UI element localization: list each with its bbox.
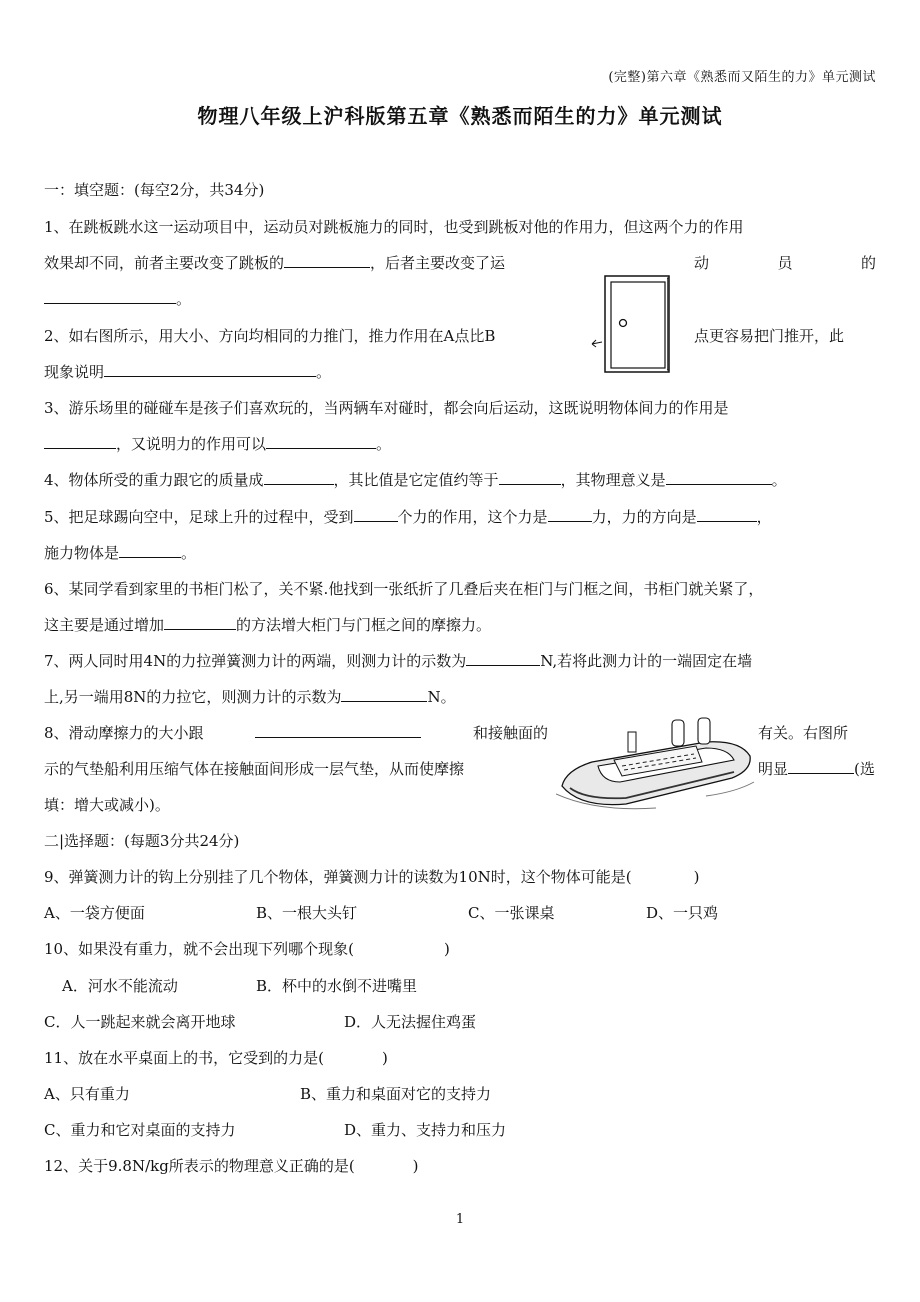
q8-line1-left: 8、滑动摩擦力的大小跟 和接触面的 bbox=[44, 724, 548, 742]
page-number: 1 bbox=[455, 1212, 465, 1227]
q5-line1: 5、把足球踢向空中，足球上升的过程中，受到 个力的作用，这个力是 力，力的方向是 ， bbox=[44, 508, 772, 526]
q1-line3: 。 bbox=[44, 289, 191, 309]
q7-line1: 7、两人同时用4N的力拉弹簧测力计的两端，则测力计的示数为 N,若将此测力计的一端固定在墙 bbox=[44, 652, 753, 670]
q8-blank-2[interactable] bbox=[788, 759, 854, 774]
q3-line2: ，又说明力的作用可以 。 bbox=[44, 434, 391, 454]
q6-blank[interactable] bbox=[164, 615, 236, 630]
q10-option-d[interactable]: D．人无法握住鸡蛋 bbox=[344, 1013, 477, 1031]
q3-blank-1[interactable] bbox=[44, 434, 116, 449]
q10-option-b[interactable]: B．杯中的水倒不进嘴里 bbox=[256, 977, 418, 995]
q2-line1b: 点更容易把门推开，此 bbox=[694, 327, 845, 345]
q2-line1a: 2、如右图所示，用大小、方向均相同的力推门，推力作用在A点比B bbox=[44, 327, 496, 345]
q1-line1: 1、在跳板跳水这一运动项目中，运动员对跳板施力的同时，也受到跳板对他的作用力，但这两个力的作用 bbox=[44, 218, 744, 236]
q9-option-b[interactable]: B、一根大头钉 bbox=[256, 904, 358, 922]
q5-blank-2[interactable] bbox=[548, 507, 592, 522]
q9-option-d[interactable]: D、一只鸡 bbox=[646, 904, 719, 922]
q10-stem: 10、如果没有重力，就不会出现下列哪个现象( ) bbox=[44, 940, 450, 958]
section1-heading: 一：填空题：(每空2分，共34分) bbox=[44, 181, 265, 199]
q5-blank-3[interactable] bbox=[697, 507, 757, 522]
q5-line2: 施力物体是 。 bbox=[44, 544, 197, 562]
q9-option-c[interactable]: C、一张课桌 bbox=[468, 904, 555, 922]
q1-line2-spread: 动 员 的 bbox=[694, 254, 876, 272]
q3-line1: 3、游乐场里的碰碰车是孩子们喜欢玩的，当两辆车对碰时，都会向后运动，这既说明物体间力的作用是 bbox=[44, 399, 729, 417]
q5-blank-4[interactable] bbox=[119, 543, 181, 558]
running-header: (完整)第六章《熟悉而又陌生的力》单元测试 bbox=[608, 70, 876, 85]
q4-line: 4、物体所受的重力跟它的质量成 ，其比值是它定值约等于 ，其物理意义是 。 bbox=[44, 471, 787, 489]
q8-blank-1[interactable] bbox=[255, 723, 421, 738]
q6-line1: 6、某同学看到家里的书柜门松了，关不紧.他找到一张纸折了几叠后夹在柜门与门框之间，书柜门就关紧了， bbox=[44, 580, 764, 598]
q9-option-a[interactable]: A、一袋方便面 bbox=[44, 904, 145, 922]
q8-line2-left: 示的气垫船利用压缩气体在接触面间形成一层气垫，从而使摩擦 bbox=[44, 760, 465, 778]
q12-stem: 12、关于9.8N/kg所表示的物理意义正确的是( ) bbox=[44, 1157, 419, 1175]
q7-blank-2[interactable] bbox=[341, 687, 427, 702]
fan-left bbox=[672, 720, 684, 746]
mast bbox=[628, 732, 636, 752]
door-panel bbox=[611, 282, 665, 368]
fan-right bbox=[698, 718, 710, 744]
q8-line1-right: 有关。右图所 bbox=[758, 724, 849, 742]
door-shadow bbox=[667, 278, 669, 370]
q1-blank-2[interactable] bbox=[44, 289, 176, 304]
q4-blank-1[interactable] bbox=[264, 470, 334, 485]
force-arrow-icon bbox=[592, 340, 602, 347]
q4-blank-2[interactable] bbox=[499, 470, 561, 485]
q7-blank-1[interactable] bbox=[466, 651, 540, 666]
q1-line2: 效果却不同，前者主要改变了跳板的 ，后者主要改变了运 bbox=[44, 254, 506, 272]
q3-blank-2[interactable] bbox=[266, 434, 376, 449]
hovercraft-figure bbox=[556, 712, 756, 812]
q5-blank-1[interactable] bbox=[354, 507, 398, 522]
q11-option-d[interactable]: D、重力、支持力和压力 bbox=[344, 1121, 507, 1139]
section2-heading: 二|选择题：(每题3分共24分) bbox=[44, 832, 240, 850]
q9-stem: 9、弹簧测力计的钩上分别挂了几个物体，弹簧测力计的读数为10N时，这个物体可能是( ) bbox=[44, 868, 700, 886]
q6-line2: 这主要是通过增加 的方法增大柜门与门框之间的摩擦力。 bbox=[44, 616, 492, 634]
door-figure bbox=[588, 270, 674, 374]
q11-option-a[interactable]: A、只有重力 bbox=[44, 1085, 130, 1103]
q10-option-a[interactable]: A．河水不能流动 bbox=[62, 977, 178, 995]
q10-option-c[interactable]: C．人一跳起来就会离开地球 bbox=[44, 1013, 236, 1031]
q2-blank[interactable] bbox=[104, 362, 316, 377]
q8-line2-right: 明显 (选 bbox=[758, 760, 875, 778]
q11-option-c[interactable]: C、重力和它对桌面的支持力 bbox=[44, 1121, 236, 1139]
q1-blank-1[interactable] bbox=[284, 253, 370, 268]
q8-line3: 填：增大或减小)。 bbox=[44, 796, 170, 814]
q7-line2: 上,另一端用8N的力拉它，则测力计的示数为 N。 bbox=[44, 688, 456, 706]
page-title: 物理八年级上沪科版第五章《熟悉而陌生的力》单元测试 bbox=[197, 104, 723, 128]
q4-blank-3[interactable] bbox=[666, 470, 772, 485]
q2-line2: 现象说明 。 bbox=[44, 363, 332, 381]
q11-stem: 11、放在水平桌面上的书，它受到的力是( ) bbox=[44, 1049, 388, 1067]
q11-option-b[interactable]: B、重力和桌面对它的支持力 bbox=[300, 1085, 492, 1103]
